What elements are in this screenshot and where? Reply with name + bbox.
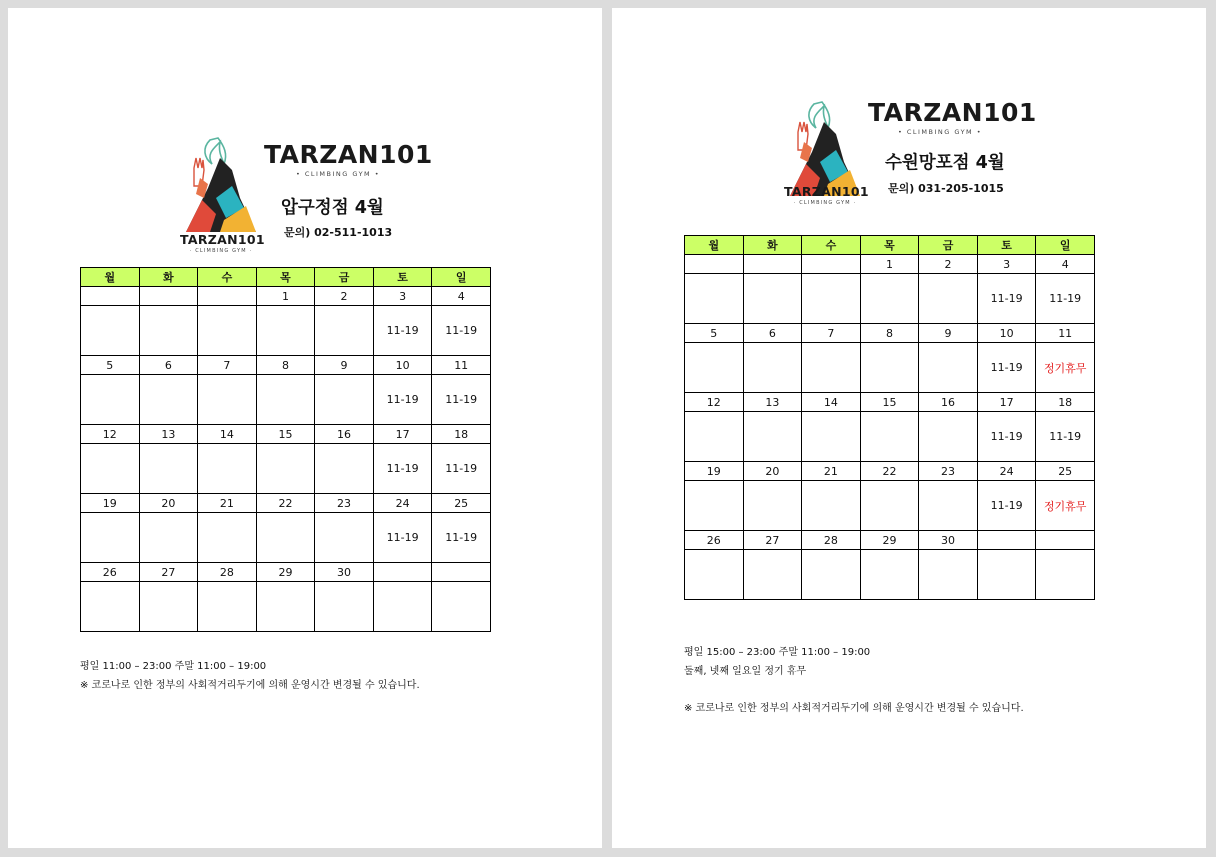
opening-hours (802, 412, 861, 462)
opening-hours (198, 306, 257, 356)
date-row (81, 287, 491, 306)
day-number: 29 (860, 531, 919, 550)
day-number: 7 (802, 324, 861, 343)
day-number: 2 (919, 255, 978, 274)
day-number (432, 563, 491, 582)
opening-hours: 11-19 (373, 306, 432, 356)
weekday-header: 목 (256, 268, 315, 287)
opening-hours (81, 582, 140, 632)
opening-hours: 11-19 (977, 481, 1036, 531)
day-number: 18 (1036, 393, 1095, 412)
weekday-header: 토 (373, 268, 432, 287)
date-row (685, 324, 1095, 343)
opening-hours: 11-19 (373, 375, 432, 425)
day-number: 13 (743, 393, 802, 412)
branch-title: 압구정점 4월 (281, 198, 384, 218)
date-row (685, 462, 1095, 481)
closed-day-label: 정기휴무 (1036, 481, 1095, 531)
opening-hours (860, 343, 919, 393)
date-row (81, 494, 491, 513)
day-number: 14 (802, 393, 861, 412)
day-number: 19 (81, 494, 140, 513)
day-number: 8 (860, 324, 919, 343)
opening-hours (743, 412, 802, 462)
day-number: 6 (743, 324, 802, 343)
date-row (685, 255, 1095, 274)
day-number: 30 (315, 563, 374, 582)
opening-hours: 11-19 (432, 375, 491, 425)
day-number: 4 (1036, 255, 1095, 274)
opening-hours: 11-19 (1036, 412, 1095, 462)
opening-hours (685, 412, 744, 462)
weekday-header: 토 (977, 236, 1036, 255)
weekday-header: 수 (802, 236, 861, 255)
day-number: 15 (256, 425, 315, 444)
day-number: 17 (373, 425, 432, 444)
day-number: 21 (198, 494, 257, 513)
opening-hours (198, 375, 257, 425)
day-number (802, 255, 861, 274)
date-row (81, 356, 491, 375)
opening-hours (198, 513, 257, 563)
opening-hours (315, 375, 374, 425)
weekday-header: 화 (139, 268, 198, 287)
opening-hours (743, 343, 802, 393)
hours-row (685, 550, 1095, 600)
day-number: 13 (139, 425, 198, 444)
opening-hours (860, 274, 919, 324)
opening-hours (685, 274, 744, 324)
weekday-header: 일 (432, 268, 491, 287)
opening-hours (685, 481, 744, 531)
logo-tagline: · CLIMBING GYM · (189, 248, 253, 254)
weekday-header-row (685, 236, 1095, 255)
day-number: 7 (198, 356, 257, 375)
hours-row (81, 375, 491, 425)
hours-row (685, 274, 1095, 324)
opening-hours (919, 274, 978, 324)
opening-hours (81, 444, 140, 494)
weekday-header: 금 (919, 236, 978, 255)
day-number: 28 (198, 563, 257, 582)
opening-hours (685, 343, 744, 393)
day-number: 11 (432, 356, 491, 375)
day-number: 14 (198, 425, 257, 444)
day-number: 16 (315, 425, 374, 444)
opening-hours (139, 513, 198, 563)
opening-hours: 11-19 (432, 306, 491, 356)
hours-note: 평일 11:00 – 23:00 주말 11:00 – 19:00 (80, 661, 267, 672)
day-number: 6 (139, 356, 198, 375)
opening-hours (919, 550, 978, 600)
opening-hours (256, 306, 315, 356)
date-row (685, 531, 1095, 550)
day-number: 2 (315, 287, 374, 306)
day-number: 27 (743, 531, 802, 550)
opening-hours (802, 550, 861, 600)
brand-title: TARZAN101 (868, 98, 1037, 127)
day-number: 28 (802, 531, 861, 550)
hours-row (685, 481, 1095, 531)
day-number: 12 (81, 425, 140, 444)
day-number (977, 531, 1036, 550)
day-number: 20 (139, 494, 198, 513)
day-number: 29 (256, 563, 315, 582)
hours-row (685, 412, 1095, 462)
opening-hours (977, 550, 1036, 600)
opening-hours (802, 274, 861, 324)
day-number: 3 (373, 287, 432, 306)
day-number (373, 563, 432, 582)
calendar-table (80, 267, 491, 632)
opening-hours (256, 444, 315, 494)
opening-hours (919, 412, 978, 462)
hours-row (81, 306, 491, 356)
day-number: 30 (919, 531, 978, 550)
day-number: 21 (802, 462, 861, 481)
opening-hours (198, 582, 257, 632)
opening-hours (256, 513, 315, 563)
logo-tagline: · CLIMBING GYM · (793, 200, 857, 206)
opening-hours (860, 412, 919, 462)
day-number: 25 (1036, 462, 1095, 481)
opening-hours (802, 481, 861, 531)
opening-hours: 11-19 (432, 513, 491, 563)
weekday-header: 월 (685, 236, 744, 255)
day-number: 26 (81, 563, 140, 582)
opening-hours: 11-19 (373, 513, 432, 563)
day-number (685, 255, 744, 274)
day-number: 11 (1036, 324, 1095, 343)
opening-hours (81, 513, 140, 563)
hours-row (81, 444, 491, 494)
weekday-header: 금 (315, 268, 374, 287)
weekday-header: 월 (81, 268, 140, 287)
opening-hours (919, 481, 978, 531)
weekday-header: 수 (198, 268, 257, 287)
opening-hours: 11-19 (432, 444, 491, 494)
day-number: 9 (315, 356, 374, 375)
day-number (139, 287, 198, 306)
opening-hours: 11-19 (1036, 274, 1095, 324)
closed-day-label: 정기휴무 (1036, 343, 1095, 393)
opening-hours (743, 550, 802, 600)
day-number: 24 (977, 462, 1036, 481)
day-number: 10 (373, 356, 432, 375)
hours-row (685, 343, 1095, 393)
day-number: 1 (860, 255, 919, 274)
day-number: 5 (81, 356, 140, 375)
opening-hours (198, 444, 257, 494)
hours-note: 평일 15:00 – 23:00 주말 11:00 – 19:00 (684, 647, 871, 658)
contact-phone: 문의) 02-511-1013 (284, 226, 393, 239)
opening-hours (256, 582, 315, 632)
date-row (685, 393, 1095, 412)
covid-notice: ※ 코로나로 인한 정부의 사회적거리두기에 의해 운영시간 변경될 수 있습니다. (80, 680, 420, 691)
day-number (743, 255, 802, 274)
day-number: 17 (977, 393, 1036, 412)
day-number: 1 (256, 287, 315, 306)
logo-wordmark: TARZAN101 (784, 184, 869, 199)
hours-row (81, 513, 491, 563)
day-number: 23 (919, 462, 978, 481)
opening-hours (685, 550, 744, 600)
opening-hours (315, 513, 374, 563)
day-number: 26 (685, 531, 744, 550)
opening-hours (315, 582, 374, 632)
day-number (81, 287, 140, 306)
closed-days-note: 둘째, 넷째 일요일 정기 휴무 (684, 666, 807, 677)
brand-subtitle: • CLIMBING GYM • (295, 170, 381, 178)
brand-subtitle: • CLIMBING GYM • (897, 128, 983, 136)
opening-hours: 11-19 (977, 343, 1036, 393)
opening-hours (432, 582, 491, 632)
opening-hours (743, 481, 802, 531)
opening-hours (81, 375, 140, 425)
calendar-table (684, 235, 1095, 600)
day-number: 19 (685, 462, 744, 481)
day-number: 3 (977, 255, 1036, 274)
day-number: 27 (139, 563, 198, 582)
weekday-header-row (81, 268, 491, 287)
document-page-suwon-mangpo (612, 8, 1206, 848)
opening-hours (81, 306, 140, 356)
opening-hours: 11-19 (373, 444, 432, 494)
day-number: 25 (432, 494, 491, 513)
day-number: 8 (256, 356, 315, 375)
opening-hours (139, 582, 198, 632)
opening-hours (860, 550, 919, 600)
day-number: 18 (432, 425, 491, 444)
covid-notice: ※ 코로나로 인한 정부의 사회적거리두기에 의해 운영시간 변경될 수 있습니다. (684, 703, 1024, 714)
day-number: 16 (919, 393, 978, 412)
opening-hours (139, 375, 198, 425)
logo-wordmark: TARZAN101 (180, 232, 265, 247)
weekday-header: 목 (860, 236, 919, 255)
day-number: 22 (256, 494, 315, 513)
opening-hours (315, 444, 374, 494)
weekday-header: 화 (743, 236, 802, 255)
day-number: 15 (860, 393, 919, 412)
weekday-header: 일 (1036, 236, 1095, 255)
day-number: 9 (919, 324, 978, 343)
opening-hours (919, 343, 978, 393)
day-number (1036, 531, 1095, 550)
day-number: 23 (315, 494, 374, 513)
day-number: 4 (432, 287, 491, 306)
date-row (81, 425, 491, 444)
opening-hours (802, 343, 861, 393)
hours-row (81, 582, 491, 632)
contact-phone: 문의) 031-205-1015 (888, 182, 1004, 195)
day-number: 24 (373, 494, 432, 513)
day-number: 10 (977, 324, 1036, 343)
opening-hours (860, 481, 919, 531)
day-number (198, 287, 257, 306)
opening-hours (139, 444, 198, 494)
opening-hours (373, 582, 432, 632)
opening-hours (743, 274, 802, 324)
document-page-apgujeong (8, 8, 602, 848)
opening-hours (256, 375, 315, 425)
brand-title: TARZAN101 (264, 140, 433, 169)
day-number: 12 (685, 393, 744, 412)
day-number: 5 (685, 324, 744, 343)
opening-hours: 11-19 (977, 274, 1036, 324)
climber-mountain-logo-icon (180, 128, 262, 238)
date-row (81, 563, 491, 582)
opening-hours (1036, 550, 1095, 600)
opening-hours (139, 306, 198, 356)
day-number: 20 (743, 462, 802, 481)
opening-hours (315, 306, 374, 356)
day-number: 22 (860, 462, 919, 481)
opening-hours: 11-19 (977, 412, 1036, 462)
branch-title: 수원망포점 4월 (885, 153, 1005, 173)
